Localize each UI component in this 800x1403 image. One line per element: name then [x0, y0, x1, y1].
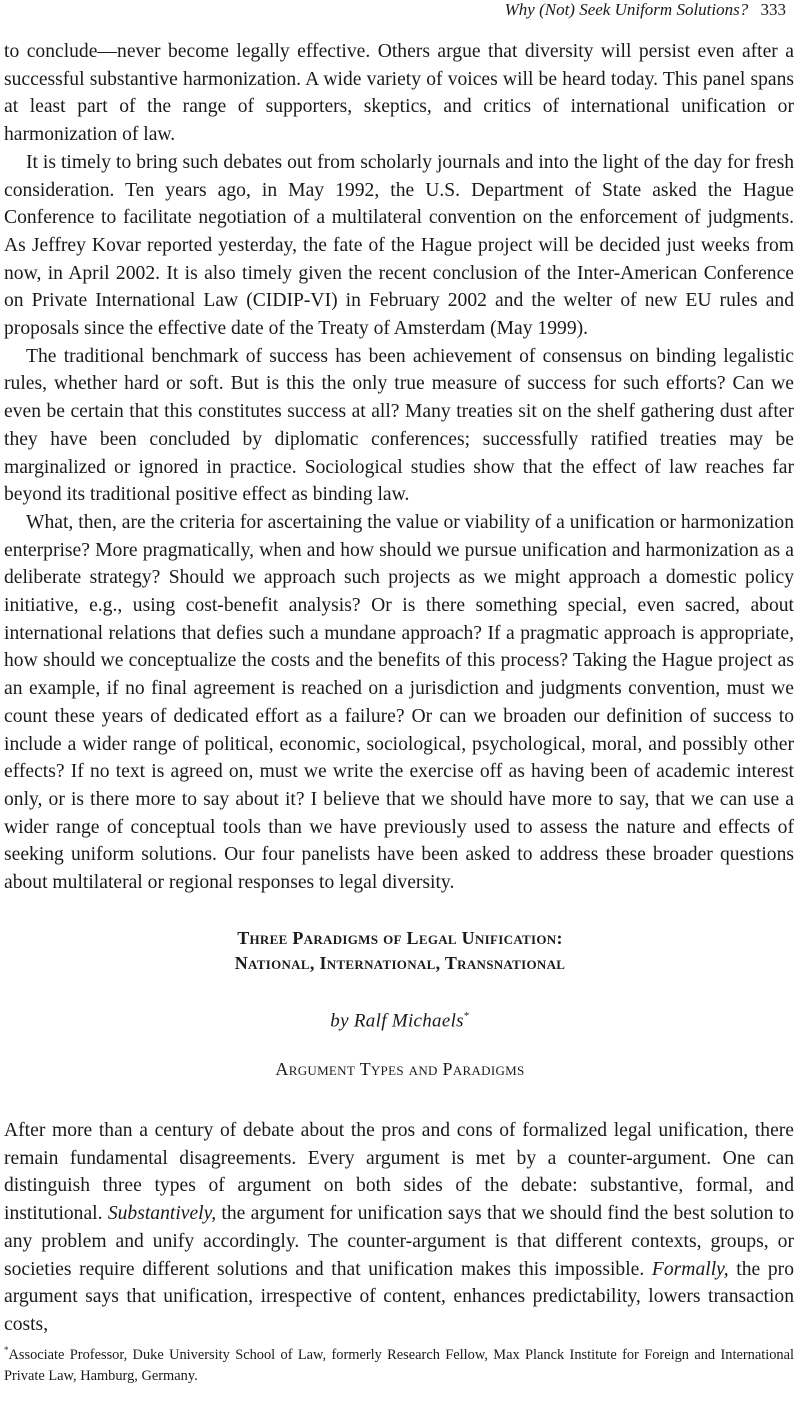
section-title-line: Three Paradigms of Legal Unification:	[237, 928, 563, 948]
section-title	[0, 926, 800, 976]
running-header	[505, 0, 786, 20]
paragraph: The traditional benchmark of success has been achievement of consensus on binding legalistic rules, whether hard or soft. But is this the only true measure of success for such efforts? Can we even be certain that this constitutes success at all? Many treaties sit on the shelf gathering dust after they have been concluded by diplomatic conferences; successfully ratified treaties may be marginalized or ignored in practice. Sociological studies show that the effect of law reaches far beyond its traditional positive effect as binding law.	[4, 345, 794, 506]
footnote-text: Associate Professor, Duke University School of Law, formerly Research Fellow, Max Planck Institute for Foreign and International Private Law, Hamburg, Germany.	[4, 1346, 794, 1384]
byline-prefix: by	[330, 1010, 349, 1032]
page-number: 333	[760, 0, 786, 19]
text-run: the pro argument says that unification, irrespective of content, enhances predictability, lowers transaction costs,	[4, 1258, 794, 1335]
footnote-marker: *	[463, 1010, 470, 1022]
paragraph: It is timely to bring such debates out from scholarly journals and into the light of the day for fresh consideration. Ten years ago, in May 1992, the U.S. Department of State asked the Hague Conference to facilitate negotiation of a multilateral convention on the enforcement of judgments. As Jeffrey Kovar reported yesterday, the fate of the Hague project will be decided just weeks from now, in April 2002. It is also timely given the recent conclusion of the Inter-American Conference on Private International Law (CIDIP-VI) in February 2002 and the welter of new EU rules and proposals since the effective date of the Treaty of Amsterdam (May 1999).	[4, 151, 794, 340]
section-text	[4, 1117, 794, 1339]
intro-text	[4, 38, 794, 897]
author-name: Ralf Michaels	[353, 1010, 464, 1032]
text-run: the argument for unification says that we should find the best solution to any problem and unify accordingly. The counter-argument is that different contexts, groups, or societies require different solutions and that unification makes this impossible.	[4, 1203, 794, 1280]
footnote	[4, 1340, 794, 1387]
emphasis: Formally,	[651, 1258, 729, 1280]
subheading: Argument Types and Paradigms	[275, 1059, 525, 1079]
paragraph	[4, 1117, 794, 1339]
running-title: Why (Not) Seek Uniform Solutions?	[504, 0, 749, 19]
paragraph: to conclude—never become legally effective. Others argue that diversity will persist even after a successful substantive harmonization. A wide variety of voices will be heard today. This panel spans at least part of the range of supporters, skeptics, and critics of international unification or harmonization of law.	[4, 41, 794, 146]
byline	[0, 1010, 800, 1032]
footnote-mark: *	[4, 1345, 9, 1355]
section-title-line: National, International, Transnational	[234, 953, 566, 973]
paragraph: What, then, are the criteria for ascertaining the value or viability of a unification or harmonization enterprise? More pragmatically, when and how should we pursue unification and harmonization as a deliberate strategy? Should we approach such projects as we might approach a domestic policy initiative, e.g., using cost-benefit analysis? Or is there something special, even sacred, about international relations that defies such a mundane approach? If a pragmatic approach is appropriate, how should we conceptualize the costs and the benefits of this process? Taking the Hague project as an example, if no final agreement is reached on a jurisdiction and judgments convention, must we count these years of dedicated effort as a failure? Or can we broaden our definition of success to include a wider range of political, economic, sociological, psychological, moral, and possibly other effects? If no text is agreed on, must we write the exercise off as having been of academic interest only, or is there more to say about it? I believe that we should have more to say, that we can use a wider range of conceptual tools than we have previously used to assess the nature and effects of seeking uniform solutions. Our four panelists have been asked to address these broader questions about multilateral or regional responses to legal diversity.	[4, 511, 794, 894]
emphasis: Substantively,	[107, 1203, 217, 1225]
text-run: After more than a century of debate about the pros and cons of formalized legal unification, there remain fundamental disagreements. Every argument is met by a counter-argument. One can distinguish three types of argument on both sides of the debate: substantive, formal, and institutional.	[4, 1120, 794, 1225]
